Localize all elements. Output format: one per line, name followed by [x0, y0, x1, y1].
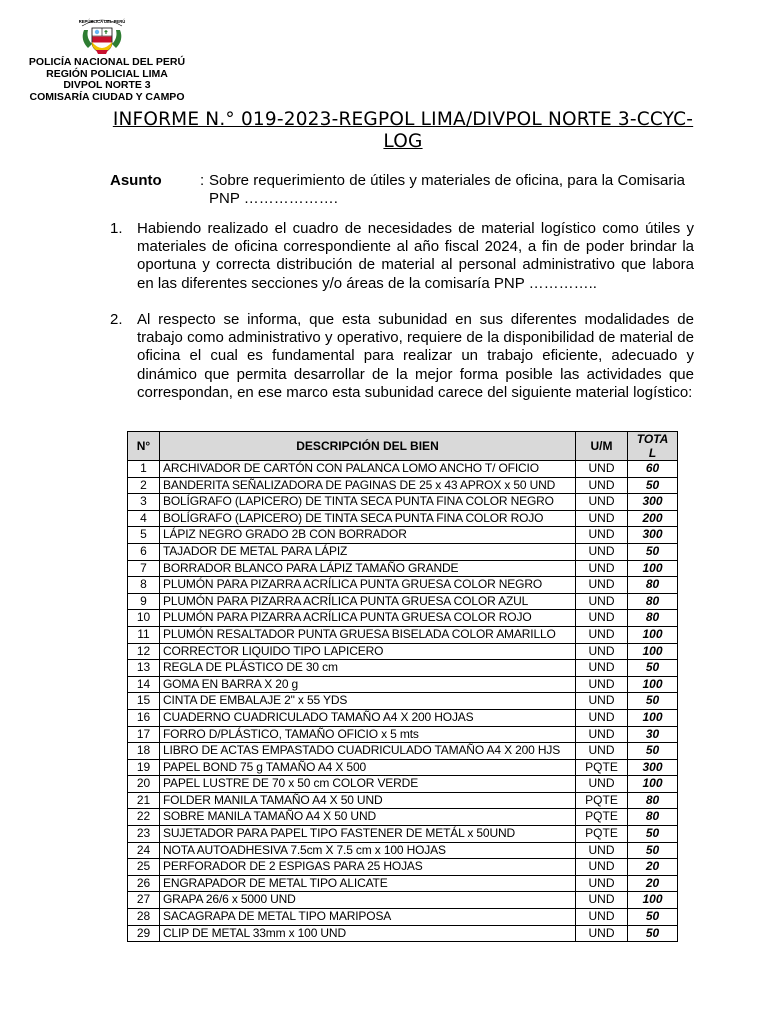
- table-row: [128, 510, 678, 527]
- row-total: 20: [628, 859, 678, 876]
- row-unit: UND: [576, 494, 628, 511]
- row-number: 2: [128, 477, 160, 494]
- row-description: BANDERITA SEÑALIZADORA DE PAGINAS DE 25 x 43 APROX x 50 UND: [160, 477, 576, 494]
- row-number: 19: [128, 759, 160, 776]
- row-description: SOBRE MANILA TAMAÑO A4 X 50 UND: [160, 809, 576, 826]
- row-number: 7: [128, 560, 160, 577]
- row-total: 100: [628, 709, 678, 726]
- row-unit: UND: [576, 560, 628, 577]
- table-row: [128, 726, 678, 743]
- row-description: LIBRO DE ACTAS EMPASTADO CUADRICULADO TAMAÑO A4 X 200 HJS: [160, 743, 576, 760]
- paragraph-number: 2.: [110, 311, 123, 328]
- row-unit: UND: [576, 892, 628, 909]
- row-total: 80: [628, 809, 678, 826]
- asunto-label: Asunto: [110, 172, 162, 189]
- row-number: 6: [128, 543, 160, 560]
- row-number: 15: [128, 693, 160, 710]
- row-description: PLUMÓN PARA PIZARRA ACRÍLICA PUNTA GRUESA COLOR NEGRO: [160, 577, 576, 594]
- row-unit: PQTE: [576, 759, 628, 776]
- table-row: [128, 776, 678, 793]
- table-row: [128, 577, 678, 594]
- row-number: 25: [128, 859, 160, 876]
- row-number: 29: [128, 925, 160, 942]
- row-number: 5: [128, 527, 160, 544]
- table-row: [128, 660, 678, 677]
- table-row: [128, 693, 678, 710]
- col-header-number: N°: [128, 432, 160, 461]
- row-total: 100: [628, 643, 678, 660]
- row-description: ARCHIVADOR DE CARTÓN CON PALANCA LOMO ANCHO T/ OFICIO: [160, 461, 576, 478]
- peru-coat-of-arms-icon: [78, 14, 126, 56]
- asunto-text: Sobre requerimiento de útiles y materiales de oficina, para la Comisaria PNP ……………….: [209, 172, 685, 207]
- row-unit: UND: [576, 726, 628, 743]
- row-description: BOLÍGRAFO (LAPICERO) DE TINTA SECA PUNTA FINA COLOR NEGRO: [160, 494, 576, 511]
- row-total: 50: [628, 925, 678, 942]
- row-number: 3: [128, 494, 160, 511]
- table-row: [128, 527, 678, 544]
- row-total: 60: [628, 461, 678, 478]
- row-description: FOLDER MANILA TAMAÑO A4 X 50 UND: [160, 792, 576, 809]
- row-description: TAJADOR DE METAL PARA LÁPIZ: [160, 543, 576, 560]
- row-unit: UND: [576, 527, 628, 544]
- table-row: [128, 676, 678, 693]
- row-total: 100: [628, 676, 678, 693]
- row-number: 1: [128, 461, 160, 478]
- row-number: 4: [128, 510, 160, 527]
- row-description: PLUMÓN RESALTADOR PUNTA GRUESA BISELADA COLOR AMARILLO: [160, 626, 576, 643]
- table-row: [128, 859, 678, 876]
- row-unit: UND: [576, 593, 628, 610]
- table-row: [128, 643, 678, 660]
- table-row: [128, 494, 678, 511]
- paragraph-1: [110, 220, 694, 293]
- row-unit: PQTE: [576, 792, 628, 809]
- row-unit: UND: [576, 693, 628, 710]
- row-unit: UND: [576, 610, 628, 627]
- row-number: 21: [128, 792, 160, 809]
- row-unit: UND: [576, 776, 628, 793]
- table-body: [128, 461, 678, 942]
- row-total: 300: [628, 494, 678, 511]
- table-row: [128, 759, 678, 776]
- row-description: CLIP DE METAL 33mm x 100 UND: [160, 925, 576, 942]
- row-number: 14: [128, 676, 160, 693]
- table-row: [128, 909, 678, 926]
- row-unit: UND: [576, 909, 628, 926]
- table-row: [128, 477, 678, 494]
- row-unit: UND: [576, 643, 628, 660]
- row-description: PLUMÓN PARA PIZARRA ACRÍLICA PUNTA GRUESA COLOR ROJO: [160, 610, 576, 627]
- materials-table: [127, 431, 678, 942]
- row-description: LÁPIZ NEGRO GRADO 2B CON BORRADOR: [160, 527, 576, 544]
- row-total: 100: [628, 892, 678, 909]
- row-number: 24: [128, 842, 160, 859]
- table-row: [128, 626, 678, 643]
- row-number: 16: [128, 709, 160, 726]
- row-number: 26: [128, 875, 160, 892]
- row-unit: UND: [576, 743, 628, 760]
- table-row: [128, 543, 678, 560]
- row-description: PAPEL BOND 75 g TAMAÑO A4 X 500: [160, 759, 576, 776]
- row-description: GRAPA 26/6 x 5000 UND: [160, 892, 576, 909]
- asunto-colon: :: [200, 172, 205, 189]
- row-total: 50: [628, 826, 678, 843]
- row-number: 8: [128, 577, 160, 594]
- row-unit: UND: [576, 676, 628, 693]
- row-total: 100: [628, 626, 678, 643]
- row-total: 80: [628, 593, 678, 610]
- row-description: FORRO D/PLÁSTICO, TAMAÑO OFICIO x 5 mts: [160, 726, 576, 743]
- institution-header: [14, 57, 200, 103]
- row-number: 13: [128, 660, 160, 677]
- row-total: 100: [628, 776, 678, 793]
- institution-line: COMISARÍA CIUDAD Y CAMPO: [29, 90, 185, 103]
- col-header-total: TOTA L: [628, 432, 678, 461]
- row-unit: UND: [576, 859, 628, 876]
- table-row: [128, 461, 678, 478]
- table-row: [128, 925, 678, 942]
- row-number: 9: [128, 593, 160, 610]
- row-unit: PQTE: [576, 826, 628, 843]
- paragraph-2: [110, 311, 694, 402]
- row-total: 50: [628, 743, 678, 760]
- row-unit: UND: [576, 477, 628, 494]
- table-row: [128, 709, 678, 726]
- row-total: 50: [628, 543, 678, 560]
- row-total: 100: [628, 560, 678, 577]
- row-total: 50: [628, 660, 678, 677]
- row-number: 22: [128, 809, 160, 826]
- row-total: 80: [628, 610, 678, 627]
- table-row: [128, 743, 678, 760]
- table-row: [128, 593, 678, 610]
- table-row: [128, 826, 678, 843]
- table-row: [128, 842, 678, 859]
- row-total: 300: [628, 527, 678, 544]
- row-unit: UND: [576, 842, 628, 859]
- row-description: CORRECTOR LIQUIDO TIPO LAPICERO: [160, 643, 576, 660]
- row-total: 20: [628, 875, 678, 892]
- row-description: SACAGRAPA DE METAL TIPO MARIPOSA: [160, 909, 576, 926]
- crest-text: REPÚBLICA DEL PERÚ: [78, 19, 126, 24]
- row-unit: PQTE: [576, 809, 628, 826]
- row-number: 18: [128, 743, 160, 760]
- row-description: REGLA DE PLÁSTICO DE 30 cm: [160, 660, 576, 677]
- row-unit: UND: [576, 875, 628, 892]
- row-unit: UND: [576, 510, 628, 527]
- table-row: [128, 809, 678, 826]
- row-description: SUJETADOR PARA PAPEL TIPO FASTENER DE METÁL x 50UND: [160, 826, 576, 843]
- table-row: [128, 875, 678, 892]
- row-number: 11: [128, 626, 160, 643]
- table-row: [128, 610, 678, 627]
- row-description: CUADERNO CUADRICULADO TAMAÑO A4 X 200 HOJAS: [160, 709, 576, 726]
- row-unit: UND: [576, 660, 628, 677]
- institution-line: REGIÓN POLICIAL LIMA: [46, 67, 168, 80]
- institution-line: POLICÍA NACIONAL DEL PERÚ: [28, 56, 186, 68]
- row-total: 50: [628, 693, 678, 710]
- row-description: BOLÍGRAFO (LAPICERO) DE TINTA SECA PUNTA FINA COLOR ROJO: [160, 510, 576, 527]
- row-description: NOTA AUTOADHESIVA 7.5cm X 7.5 cm x 100 HOJAS: [160, 842, 576, 859]
- row-total: 80: [628, 792, 678, 809]
- col-header-unit: U/M: [576, 432, 628, 461]
- paragraph-number: 1.: [110, 220, 123, 237]
- row-total: 50: [628, 842, 678, 859]
- row-description: BORRADOR BLANCO PARA LÁPIZ TAMAÑO GRANDE: [160, 560, 576, 577]
- table-row: [128, 792, 678, 809]
- row-total: 30: [628, 726, 678, 743]
- row-unit: UND: [576, 626, 628, 643]
- paragraph-text: Al respecto se informa, que esta subunidad en sus diferentes modalidades de trabajo como administrativo y operativo, requiere de la disponibilidad de material de oficina el cual es fundamental para realizar un trabajo eficiente, adecuado y dinámico que permita desarrollar de la mejor forma posible las actividades que correspondan, en ese marco esta subunidad carece del siguiente material logístico:: [137, 311, 694, 401]
- row-description: PLUMÓN PARA PIZARRA ACRÍLICA PUNTA GRUESA COLOR AZUL: [160, 593, 576, 610]
- report-title: INFORME N.° 019-2023-REGPOL LIMA/DIVPOL NORTE 3-CCYC-LOG: [112, 109, 694, 152]
- row-description: GOMA EN BARRA X 20 g: [160, 676, 576, 693]
- col-header-description: DESCRIPCIÓN DEL BIEN: [160, 432, 576, 461]
- row-total: 80: [628, 577, 678, 594]
- row-unit: UND: [576, 577, 628, 594]
- row-number: 10: [128, 610, 160, 627]
- table-row: [128, 892, 678, 909]
- row-total: 300: [628, 759, 678, 776]
- row-description: PERFORADOR DE 2 ESPIGAS PARA 25 HOJAS: [160, 859, 576, 876]
- row-description: ENGRAPADOR DE METAL TIPO ALICATE: [160, 875, 576, 892]
- row-total: 50: [628, 477, 678, 494]
- row-unit: UND: [576, 461, 628, 478]
- row-description: PAPEL LUSTRE DE 70 x 50 cm COLOR VERDE: [160, 776, 576, 793]
- row-number: 12: [128, 643, 160, 660]
- row-number: 28: [128, 909, 160, 926]
- row-unit: UND: [576, 709, 628, 726]
- row-number: 27: [128, 892, 160, 909]
- row-description: CINTA DE EMBALAJE 2" x 55 YDS: [160, 693, 576, 710]
- paragraph-text: Habiendo realizado el cuadro de necesidades de material logístico como útiles y materiales de oficina correspondiente al año fiscal 2024, a fin de poder brindar la oportuna y correcta distribución de material al personal administrativo que labora en las diferentes secciones y/o áreas de la comisaría PNP …………..: [137, 220, 694, 292]
- table-header-row: [128, 432, 678, 461]
- row-unit: UND: [576, 543, 628, 560]
- row-total: 50: [628, 909, 678, 926]
- row-number: 20: [128, 776, 160, 793]
- row-unit: UND: [576, 925, 628, 942]
- row-total: 200: [628, 510, 678, 527]
- table-row: [128, 560, 678, 577]
- row-number: 17: [128, 726, 160, 743]
- institution-line: DIVPOL NORTE 3: [63, 79, 151, 92]
- row-number: 23: [128, 826, 160, 843]
